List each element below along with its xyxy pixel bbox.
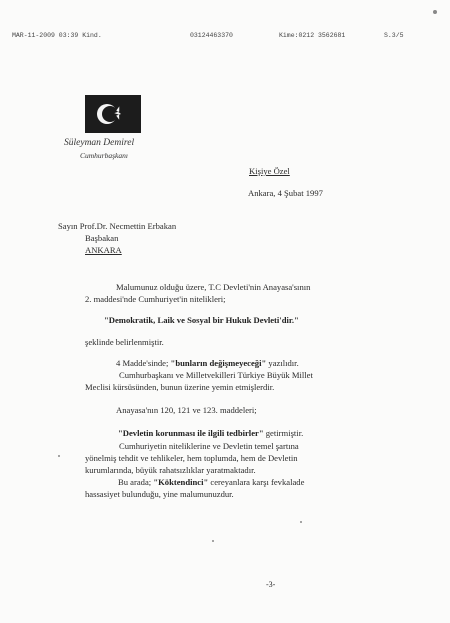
letter-date: Ankara, 4 Şubat 1997 (248, 188, 323, 198)
paragraph-3-text-c: yazılıdır. (266, 358, 299, 368)
paragraph-3-line-1 (116, 358, 299, 368)
paragraph-2: şeklinde belirlenmiştir. (85, 337, 164, 347)
paragraph-3-quote: "bunların değişmeyeceği" (170, 358, 267, 368)
paragraph-6-text-c: cereyanlara karşı fevkalade (208, 477, 305, 487)
scan-speck (212, 540, 214, 542)
paragraph-6-text-a: Bu arada; (118, 477, 154, 487)
quote-2-rest: getirmiştir. (263, 428, 304, 438)
paragraph-5-line-2: yönelmiş tehdit ve tehlikeler, hem toplumda, hem de Devletin (85, 453, 298, 463)
letterhead-title: Cumhurbaşkanı (80, 151, 128, 160)
fax-datetime: MAR-11-2009 03:39 Kind. (12, 32, 102, 39)
paragraph-6-line-2: hassasiyet bulunduğu, yine malumunuzdur. (85, 489, 234, 499)
paragraph-3-text-a: 4 Madde'sinde; (116, 358, 171, 368)
quote-constitution-article-2: "Demokratik, Laik ve Sosyal bir Hukuk Devleti'dir." (104, 315, 299, 325)
classification-label: Kişiye Özel (249, 166, 290, 176)
scan-speck (433, 10, 437, 14)
paragraph-4: Anayasa'nın 120, 121 ve 123. maddeleri; (116, 405, 257, 415)
paragraph-quote-2 (118, 428, 303, 438)
recipient-name: Sayın Prof.Dr. Necmettin Erbakan (58, 221, 177, 231)
paragraph-6-quote: "Köktendinci" (153, 477, 209, 487)
fax-page-count: S.3/5 (384, 32, 404, 39)
paragraph-3-line-3: Meclisi kürsüsünden, bunun üzerine yemin etmişlerdir. (85, 382, 275, 392)
fax-recipient-number: Kime:0212 3562681 (279, 32, 346, 39)
fax-number: 03124463370 (190, 32, 233, 39)
paragraph-1-line-2: 2. maddesi'nde Cumhuriyet'in nitelikleri; (85, 294, 226, 304)
recipient-city: ANKARA (85, 245, 122, 255)
paragraph-5-line-3: kurumlarında, büyük rahatsızlıklar yaratmaktadır. (85, 465, 256, 475)
page-marker: -3- (266, 580, 276, 589)
letterhead-signature: Süleyman Demirel (64, 138, 135, 148)
paragraph-3-line-2: Cumhurbaşkanı ve Milletvekilleri Türkiye Büyük Millet (119, 370, 313, 380)
paragraph-5-line-1: Cumhuriyetin niteliklerine ve Devletin temel şartına (119, 441, 299, 451)
quote-protection-measures: "Devletin korunması ile ilgili tedbirler" (118, 428, 264, 438)
recipient-role: Başbakan (85, 233, 119, 243)
turkish-flag-icon (85, 95, 141, 133)
paragraph-1-line-1: Malumunuz olduğu üzere, T.C Devleti'nin Anayasa'sının (116, 282, 311, 292)
scan-speck (58, 455, 60, 457)
paragraph-6-line-1 (118, 477, 304, 487)
scan-speck (300, 521, 302, 523)
